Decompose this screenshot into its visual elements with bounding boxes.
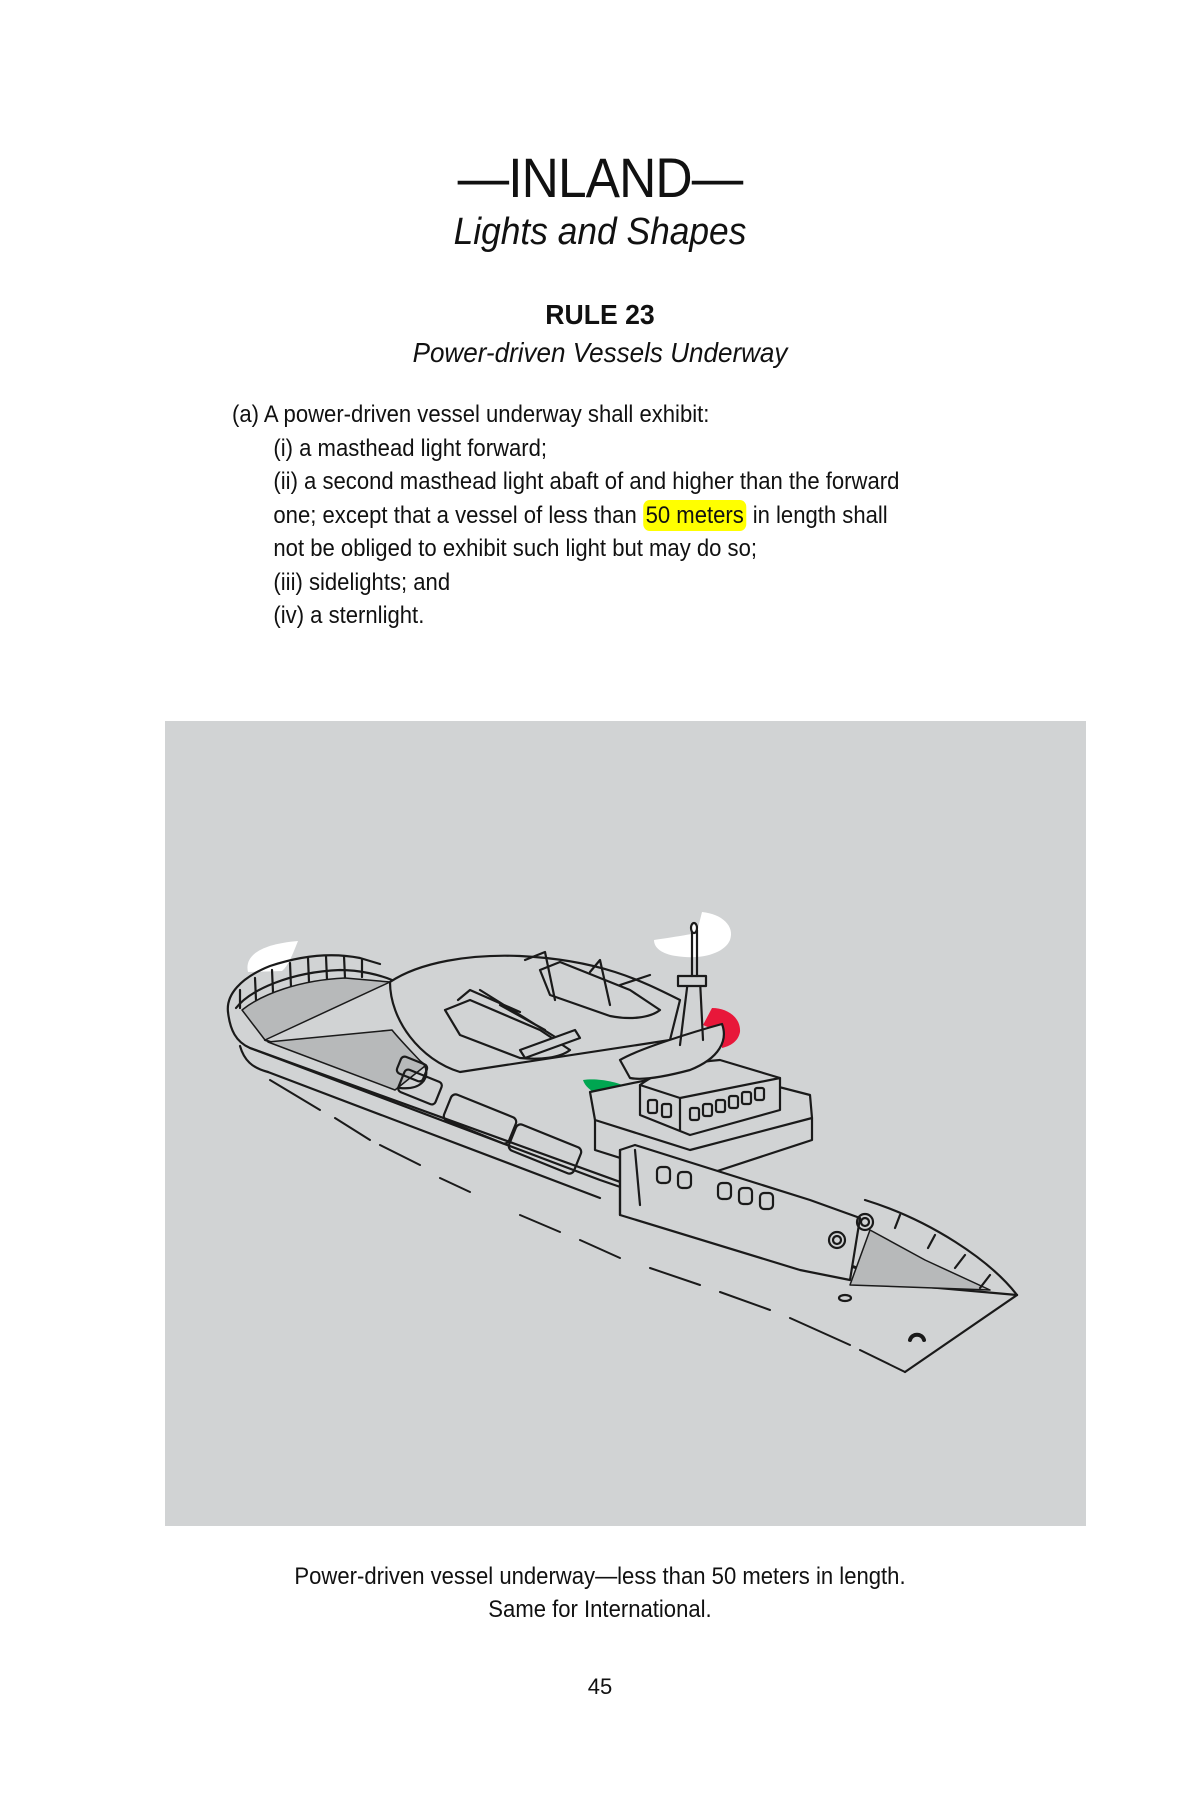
- section-subtitle: Lights and Shapes: [453, 211, 747, 253]
- vessel-illustration: [165, 721, 1086, 1526]
- rule-title: Power-driven Vessels Underway: [412, 337, 788, 368]
- caption-line-2: Same for International.: [488, 1596, 712, 1623]
- section-title: —INLAND—: [457, 146, 743, 209]
- item-iii: (iii) sidelights; and: [273, 568, 451, 596]
- item-iv: (iv) a sternlight.: [273, 602, 425, 629]
- rule-number: RULE 23: [545, 299, 655, 330]
- bow-deck: [850, 1230, 990, 1290]
- item-ii-text-pre: one; except that a vessel of less than: [273, 501, 643, 529]
- paragraph-a-intro: (a) A power-driven vessel underway shall exhibit:: [232, 401, 710, 428]
- page-number: 45: [587, 1674, 613, 1699]
- item-ii: (ii) a second masthead light abaft of and higher than the forward: [273, 468, 900, 495]
- item-ii-continuation-last: not be obliged to exhibit such light but may do so;: [273, 535, 758, 562]
- item-ii-text-post: in length shall: [746, 501, 888, 529]
- window: [442, 1093, 517, 1145]
- vessel-drawing: [165, 721, 1086, 1526]
- caption-line-1: Power-driven vessel underway—less than 50 meters in length.: [294, 1563, 906, 1590]
- anchor-hawse: [910, 1335, 924, 1340]
- forward-deckhouse: [620, 1145, 860, 1280]
- highlighted-text[interactable]: 50 meters: [643, 500, 747, 531]
- window: [397, 1068, 443, 1105]
- item-i: (i) a masthead light forward;: [273, 434, 548, 462]
- figure-caption: [0, 1560, 1200, 1626]
- item-ii-continuation: [232, 499, 996, 533]
- rule-body: [232, 398, 1062, 633]
